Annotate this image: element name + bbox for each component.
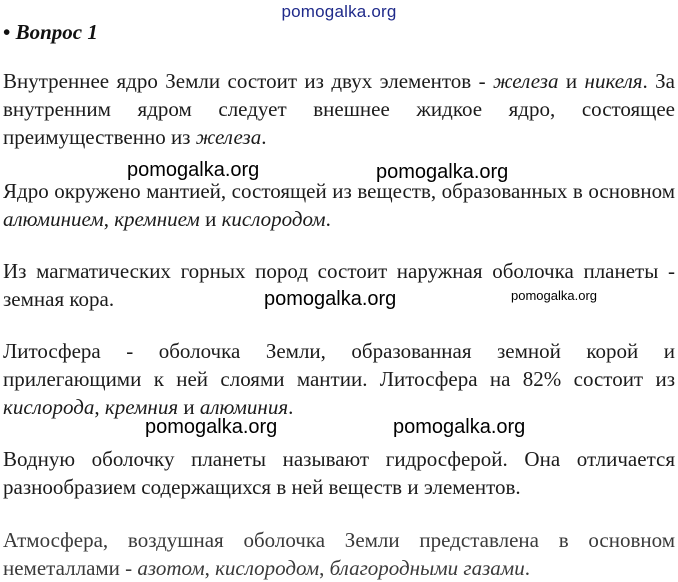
question-heading <box>3 20 98 45</box>
text-segment: . За внутренним ядром следует внешнее жидкое ядро, состоящее преимущественно из <box>3 69 675 149</box>
italic-term: кремнием <box>114 207 200 231</box>
text-segment: Внутреннее ядро Земли состоит из двух элементов - <box>3 69 494 93</box>
text-segment: и <box>558 69 585 93</box>
italic-term: кислородом <box>215 556 320 580</box>
text-segment: , <box>103 207 115 231</box>
paragraph-mantle <box>3 177 675 233</box>
italic-term: кремния <box>104 395 179 419</box>
watermark: pomogalka.org <box>127 159 260 181</box>
paragraph-inner-core <box>3 67 675 151</box>
text-segment: Ядро окружено мантией, состоящей из веществ, образованных в основном <box>3 179 675 203</box>
text-segment: Из магматических горных пород состоит наружная оболочка планеты - земная кора. <box>3 259 675 311</box>
text-segment: . <box>325 207 331 231</box>
italic-term: алюминием <box>3 207 104 231</box>
watermark: pomogalka.org <box>393 416 526 438</box>
text-segment: , <box>204 556 216 580</box>
italic-term: алюминия <box>199 395 289 419</box>
italic-term: кислородом <box>221 207 326 231</box>
text-segment: . <box>524 556 530 580</box>
paragraph-hydrosphere <box>3 445 675 501</box>
text-segment: Водную оболочку планеты называют гидросферой. Она отличается разнообразием содержащихся в ней веществ и элементов. <box>3 447 675 499</box>
watermark: pomogalka.org <box>511 288 597 303</box>
italic-term: азотом <box>137 556 205 580</box>
text-segment: и <box>199 207 222 231</box>
watermark: pomogalka.org <box>376 161 509 183</box>
question-title: Вопрос 1 <box>15 20 98 44</box>
text-segment: Литосфера - оболочка Земли, образованная земной корой и прилегающими к ней слоями мантии. Литосфера на 82% состоит из <box>3 339 675 391</box>
watermark: pomogalka.org <box>145 416 278 438</box>
site-watermark-top: pomogalka.org <box>281 2 397 21</box>
paragraph-lithosphere <box>3 337 675 421</box>
italic-term: благородными газами <box>329 556 525 580</box>
bullet: • <box>3 20 11 44</box>
text-segment: . <box>288 395 294 419</box>
italic-term: железа <box>195 125 262 149</box>
text-segment: , <box>94 395 105 419</box>
text-segment: . <box>261 125 267 149</box>
text-segment: Атмосфера, воздушная оболочка Земли представлена в основном неметаллами - <box>3 528 675 580</box>
italic-term: кислорода <box>3 395 95 419</box>
text-segment: и <box>178 395 200 419</box>
text-segment: , <box>319 556 330 580</box>
watermark: pomogalka.org <box>264 288 397 310</box>
italic-term: никеля <box>584 69 643 93</box>
paragraph-atmosphere <box>3 526 675 582</box>
italic-term: железа <box>493 69 559 93</box>
